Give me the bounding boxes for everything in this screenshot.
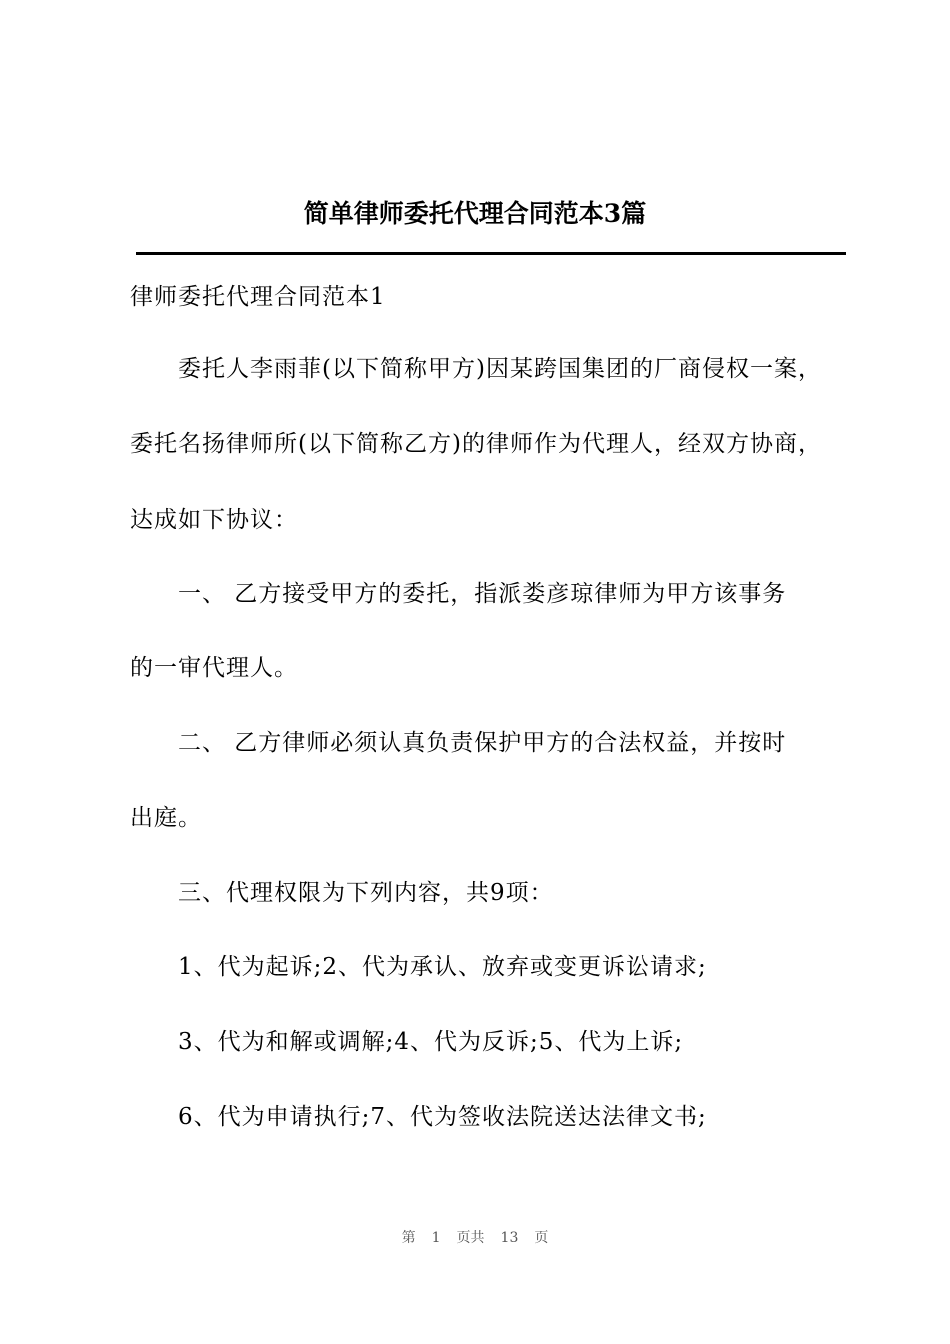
paragraph-line: 委托名扬律师所(以下简称乙方)的律师作为代理人，经双方协商，: [130, 431, 822, 457]
section-heading: 律师委托代理合同范本1: [130, 284, 386, 310]
clause-line: 的一审代理人。: [130, 655, 298, 681]
footer-total-pages: 13: [500, 1230, 519, 1246]
paragraph-line: 达成如下协议：: [130, 507, 298, 533]
document-title: 简单律师委托代理合同范本3篇: [303, 199, 647, 228]
footer-label-page: 第: [401, 1230, 416, 1246]
list-item: 3、代为和解或调解;4、代为反诉;5、代为上诉;: [178, 1029, 684, 1055]
title-divider: [136, 252, 846, 255]
clause-line: 二、 乙方律师必须认真负责保护甲方的合法权益，并按时: [178, 730, 787, 756]
footer-label-of: 页共: [456, 1230, 485, 1246]
clause-line: 出庭。: [130, 805, 202, 831]
footer-current-page: 1: [431, 1230, 441, 1246]
list-item: 1、代为起诉;2、代为承认、放弃或变更诉讼请求;: [178, 954, 707, 980]
footer-label-end: 页: [534, 1230, 549, 1246]
page-footer: [0, 1228, 950, 1248]
paragraph-line: 委托人李雨菲(以下简称甲方)因某跨国集团的厂商侵权一案，: [178, 356, 822, 382]
clause-line: 三、代理权限为下列内容，共9项：: [178, 880, 554, 906]
list-item: 6、代为申请执行;7、代为签收法院送达法律文书;: [178, 1104, 707, 1130]
clause-line: 一、 乙方接受甲方的委托，指派娄彦琼律师为甲方该事务: [178, 581, 787, 607]
